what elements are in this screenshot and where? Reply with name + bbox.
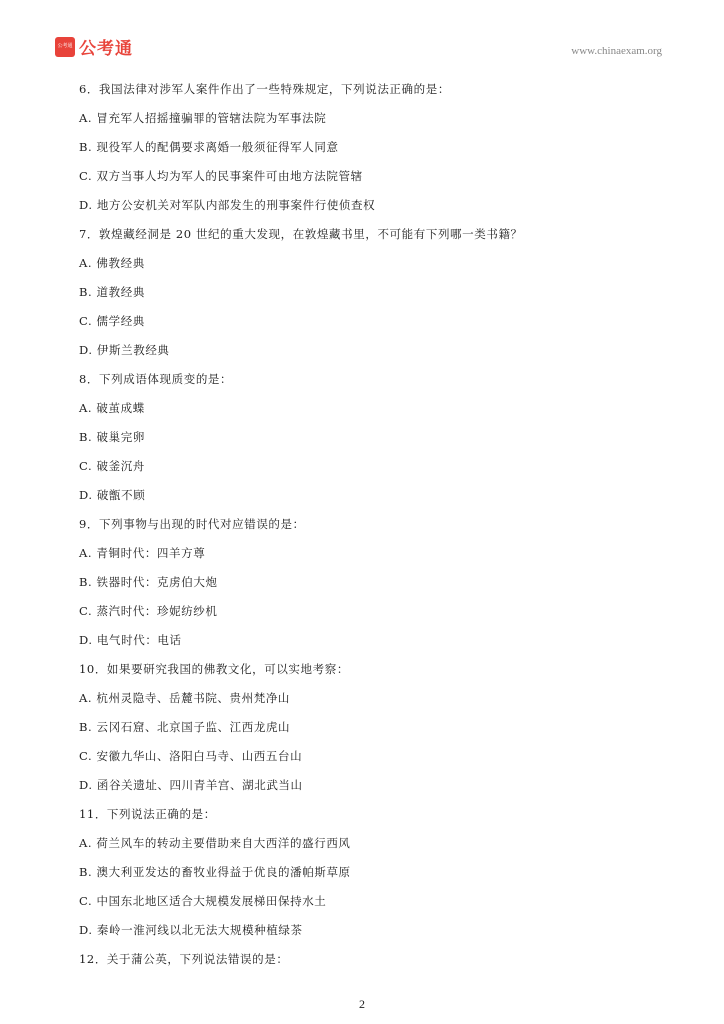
option-8a: A. 破茧成蝶 <box>79 401 145 415</box>
option-8c: C. 破釜沉舟 <box>79 459 145 473</box>
question-7-text: 7．敦煌藏经洞是 20 世纪的重大发现，在敦煌藏书里，不可能有下列哪一类书籍？ <box>79 227 523 241</box>
option-11a: A. 荷兰风车的转动主要借助来自大西洋的盛行西风 <box>79 836 351 850</box>
page-header <box>0 0 724 70</box>
option-9a: A. 青铜时代：四羊方尊 <box>79 546 206 560</box>
option-9b: B. 铁器时代：克虏伯大炮 <box>79 575 218 589</box>
option-9d: D. 电气时代：电话 <box>79 633 182 647</box>
option-11d: D. 秦岭一淮河线以北无法大规模种植绿茶 <box>79 923 303 937</box>
option-10a: A. 杭州灵隐寺、岳麓书院、贵州梵净山 <box>79 691 291 705</box>
question-10-text: 10．如果要研究我国的佛教文化，可以实地考察： <box>79 662 349 676</box>
question-12-text: 12．关于蒲公英，下列说法错误的是： <box>79 952 289 966</box>
option-10c: C. 安徽九华山、洛阳白马寺、山西五台山 <box>79 749 303 763</box>
option-8b: B. 破巢完卵 <box>79 430 145 444</box>
option-6b: B. 现役军人的配偶要求离婚一般须征得军人同意 <box>79 140 339 154</box>
page-number: 2 <box>359 997 365 1011</box>
option-6c: C. 双方当事人均为军人的民事案件可由地方法院管辖 <box>79 169 363 183</box>
option-7a: A. 佛教经典 <box>79 256 145 270</box>
option-7b: B. 道教经典 <box>79 285 145 299</box>
option-10d: D. 函谷关遗址、四川青羊宫、湖北武当山 <box>79 778 303 792</box>
option-10b: B. 云冈石窟、北京国子监、江西龙虎山 <box>79 720 291 734</box>
question-8-text: 8．下列成语体现质变的是： <box>79 372 233 386</box>
question-9-text: 9．下列事物与出现的时代对应错误的是： <box>79 517 305 531</box>
option-6a: A. 冒充军人招摇撞骗罪的管辖法院为军事法院 <box>79 111 327 125</box>
option-9c: C. 蒸汽时代：珍妮纺纱机 <box>79 604 218 618</box>
logo-badge-icon: 公考通 <box>55 37 75 57</box>
option-8d: D. 破甑不顾 <box>79 488 146 502</box>
question-6-text: 6．我国法律对涉军人案件作出了一些特殊规定，下列说法正确的是： <box>79 82 450 96</box>
option-6d: D. 地方公安机关对军队内部发生的刑事案件行使侦查权 <box>79 198 376 212</box>
logo-text: 公考通 <box>79 39 133 59</box>
option-7d: D. 伊斯兰教经典 <box>79 343 170 357</box>
brand-logo[interactable] <box>55 34 133 59</box>
question-list <box>79 78 679 977</box>
site-url[interactable]: www.chinaexam.org <box>571 45 662 57</box>
question-11-text: 11．下列说法正确的是： <box>79 807 216 821</box>
option-11c: C. 中国东北地区适合大规模发展梯田保持水土 <box>79 894 327 908</box>
option-11b: B. 澳大利亚发达的畜牧业得益于优良的潘帕斯草原 <box>79 865 351 879</box>
option-7c: C. 儒学经典 <box>79 314 145 328</box>
